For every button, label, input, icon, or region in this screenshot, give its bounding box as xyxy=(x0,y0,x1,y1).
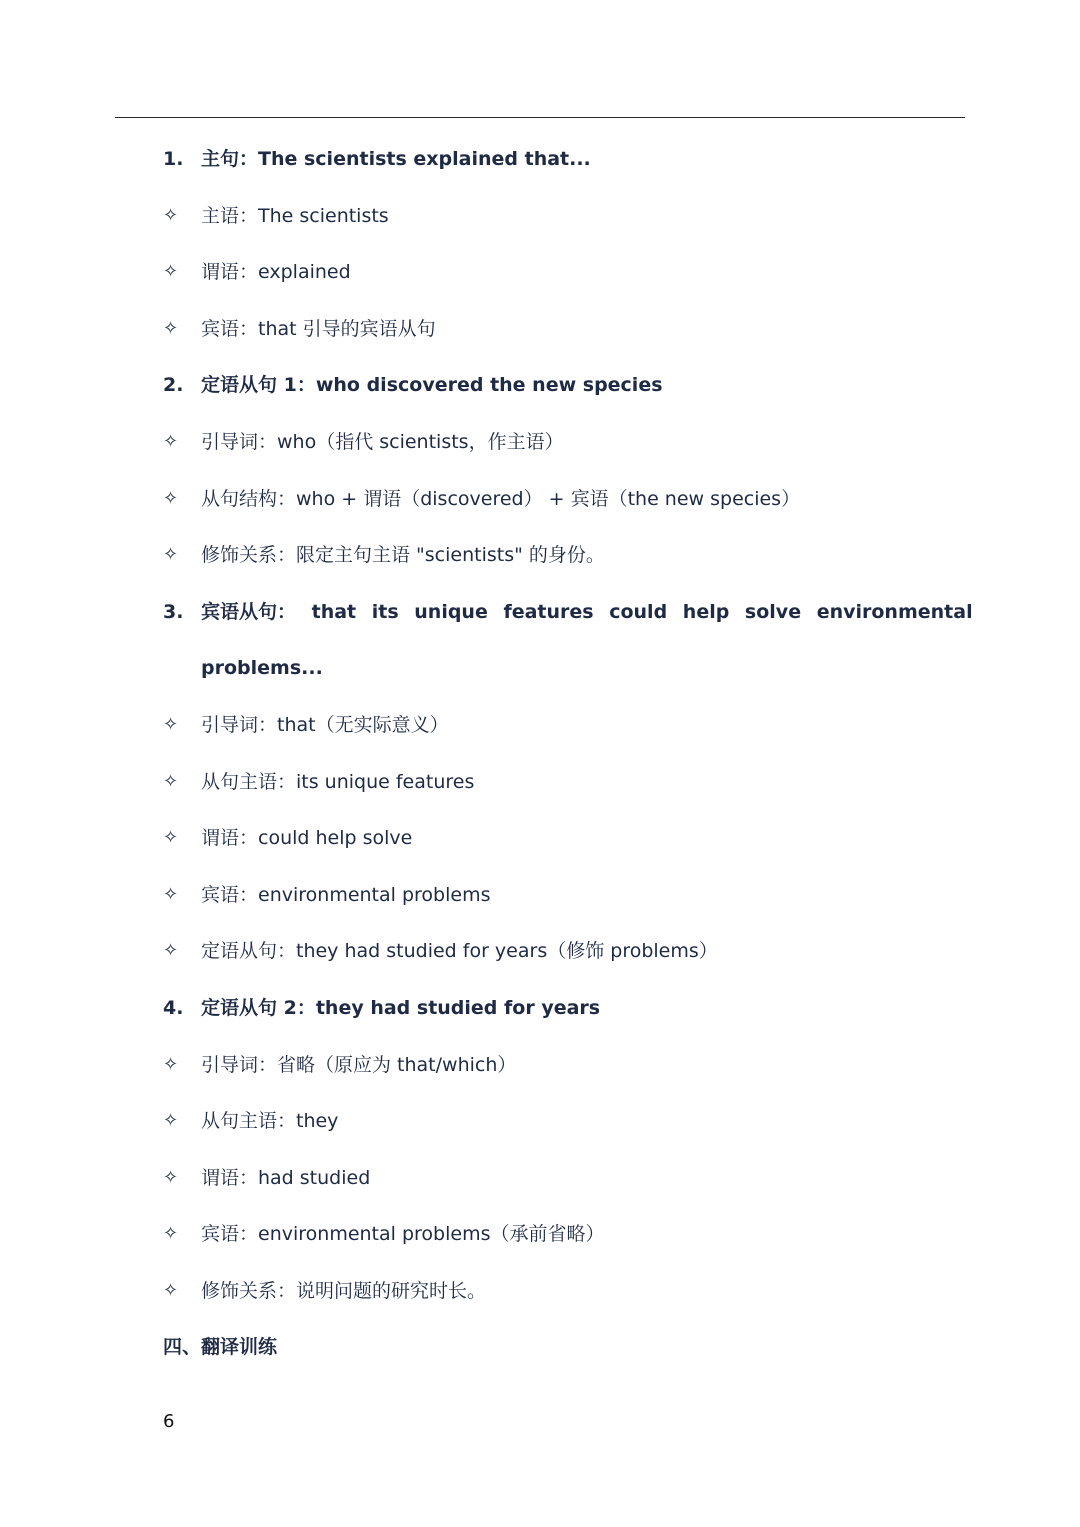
sparkle-bullet-icon: ✧ xyxy=(163,544,179,566)
heading-text-continuation: problems... xyxy=(201,657,323,680)
sparkle-bullet-icon: ✧ xyxy=(163,1279,179,1301)
sparkle-bullet-icon: ✧ xyxy=(163,713,179,735)
list-item-text: 谓语：could help solve xyxy=(201,827,413,850)
list-item-text: 引导词：省略（原应为 that/which） xyxy=(201,1053,517,1076)
list-item xyxy=(163,188,923,245)
sparkle-bullet-icon: ✧ xyxy=(163,430,179,452)
list-item xyxy=(163,527,923,584)
heading-text: 定语从句 1：who discovered the new species xyxy=(201,374,663,397)
sparkle-bullet-icon: ✧ xyxy=(163,1053,179,1075)
list-item-text: 引导词：who（指代 scientists，作主语） xyxy=(201,430,564,453)
heading-number: 3. xyxy=(163,600,184,623)
heading-main-clause xyxy=(163,131,923,188)
list-item-text: 谓语：had studied xyxy=(201,1166,371,1189)
heading-attributive-clause-1 xyxy=(163,357,923,414)
list-item xyxy=(163,697,923,754)
list-item xyxy=(163,471,923,528)
sparkle-bullet-icon: ✧ xyxy=(163,883,179,905)
list-item xyxy=(163,867,923,924)
list-item xyxy=(163,1263,923,1320)
list-item-text: 引导词：that（无实际意义） xyxy=(201,713,449,736)
sparkle-bullet-icon: ✧ xyxy=(163,1223,179,1245)
list-item-text: 谓语：explained xyxy=(201,261,351,284)
list-item-text: 宾语：environmental problems（承前省略） xyxy=(201,1223,605,1246)
list-item-text: 定语从句：they had studied for years（修饰 problems） xyxy=(201,940,718,963)
list-item-text: 修饰关系：说明问题的研究时长。 xyxy=(201,1279,487,1302)
heading-number: 4. xyxy=(163,996,184,1019)
page-number: 6 xyxy=(163,1411,175,1432)
heading-text: 宾语从句： that its unique features could help solve environmental xyxy=(201,600,973,623)
list-item-text: 从句主语：its unique features xyxy=(201,770,475,793)
list-item xyxy=(163,1037,923,1094)
sparkle-bullet-icon: ✧ xyxy=(163,317,179,339)
list-item xyxy=(163,810,923,867)
sparkle-bullet-icon: ✧ xyxy=(163,261,179,283)
heading-text: 主句：The scientists explained that... xyxy=(201,148,591,170)
grammar-analysis-content xyxy=(163,131,973,1376)
list-item-text: 宾语：that 引导的宾语从句 xyxy=(201,317,436,340)
list-item xyxy=(163,923,923,980)
list-item xyxy=(163,754,923,811)
heading-attributive-clause-2 xyxy=(163,980,923,1037)
sparkle-bullet-icon: ✧ xyxy=(163,1166,179,1188)
section-title-translation-practice: 四、翻译训练 xyxy=(163,1336,278,1359)
list-item-text: 从句结构：who + 谓语（discovered） + 宾语（the new species） xyxy=(201,487,801,510)
list-item xyxy=(163,301,923,358)
heading-number: 1. xyxy=(163,148,184,170)
heading-text: 定语从句 2：they had studied for years xyxy=(201,996,601,1019)
list-item-text: 修饰关系：限定主句主语 "scientists" 的身份。 xyxy=(201,544,605,567)
sparkle-bullet-icon: ✧ xyxy=(163,827,179,849)
list-item xyxy=(163,244,923,301)
sparkle-bullet-icon: ✧ xyxy=(163,770,179,792)
list-item xyxy=(163,1093,923,1150)
sparkle-bullet-icon: ✧ xyxy=(163,940,179,962)
list-item xyxy=(163,414,923,471)
list-item xyxy=(163,1206,923,1263)
list-item xyxy=(163,1150,923,1207)
heading-number: 2. xyxy=(163,374,184,397)
sparkle-bullet-icon: ✧ xyxy=(163,204,179,226)
list-item-text: 宾语：environmental problems xyxy=(201,883,491,906)
header-rule xyxy=(115,117,965,118)
sparkle-bullet-icon: ✧ xyxy=(163,487,179,509)
list-item-text: 从句主语：they xyxy=(201,1110,339,1133)
list-item-text: 主语：The scientists xyxy=(201,204,389,227)
heading-object-clause xyxy=(163,584,973,697)
sparkle-bullet-icon: ✧ xyxy=(163,1110,179,1132)
